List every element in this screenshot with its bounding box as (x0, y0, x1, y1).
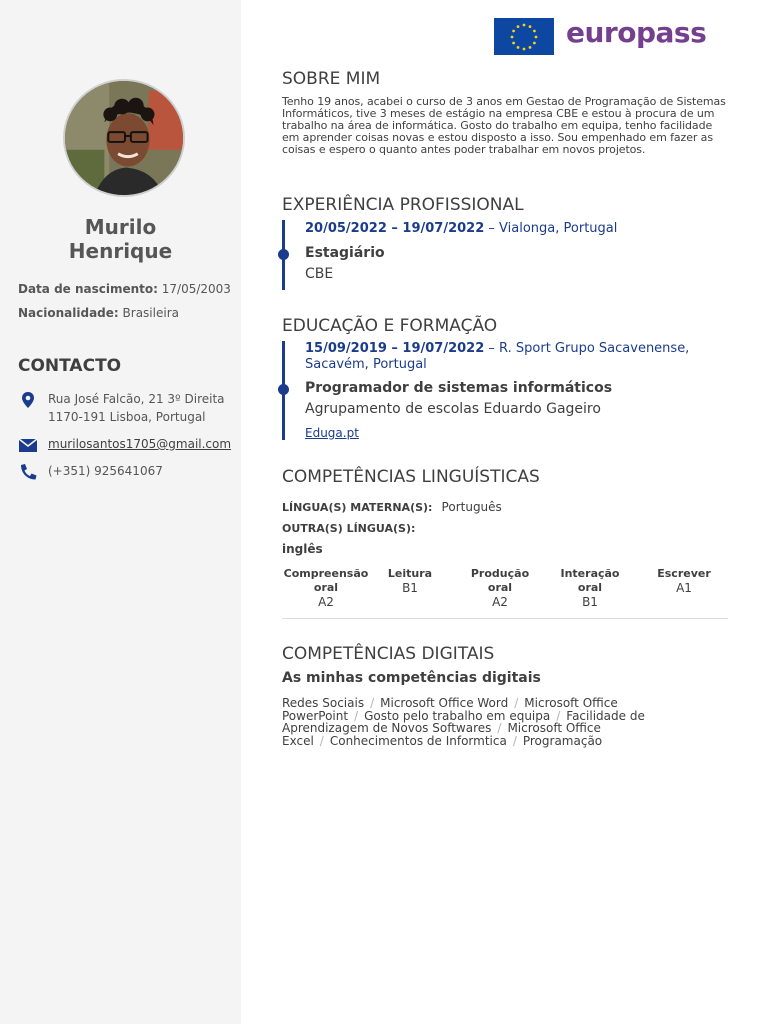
experience-role: Estagiário (305, 245, 385, 261)
other-language-name: inglês (282, 542, 323, 556)
digital-skill-tag: Microsoft Office Word (380, 696, 509, 710)
digital-subtitle: As minhas competências digitais (282, 670, 541, 686)
envelope-icon (18, 436, 38, 454)
profile-name (0, 215, 241, 263)
skill-level: A2 (318, 595, 334, 609)
skill-header: Interação (560, 567, 620, 580)
skill-header-2: oral (487, 581, 513, 594)
email-link[interactable]: murilosantos1705@gmail.com (48, 437, 232, 451)
contact-title: CONTACTO (18, 356, 122, 376)
birth-date-row (18, 281, 233, 297)
address-line-2: 1170-191 Lisboa, Portugal (48, 410, 206, 424)
about-section (282, 69, 728, 156)
experience-entry (305, 221, 725, 283)
profile-photo (63, 79, 185, 197)
education-website-link[interactable]: Eduga.pt (305, 426, 359, 440)
education-entry (305, 341, 725, 441)
experience-title (282, 195, 728, 215)
contact-phone (18, 462, 238, 480)
languages-section (282, 467, 728, 556)
experience-date-row (305, 221, 725, 237)
native-language-row (282, 496, 728, 515)
skill-level: B1 (582, 595, 598, 609)
tag-separator: / (370, 696, 375, 710)
tag-separator: / (319, 733, 324, 748)
contact-email (18, 435, 238, 453)
tag-separator: / (512, 733, 517, 748)
phone-icon (18, 463, 38, 481)
native-language-label: LÍNGUA(S) MATERNA(S): (282, 501, 433, 514)
europass-logo (494, 16, 707, 56)
location-pin-icon (18, 391, 38, 409)
nationality-row (18, 305, 233, 321)
nationality-value: Brasileira (122, 306, 179, 320)
skill-level: A1 (676, 581, 692, 595)
skill-level: A2 (492, 595, 508, 609)
digital-skill-tag: Redes Sociais (282, 696, 365, 710)
skill-header: Escrever (657, 567, 711, 580)
languages-divider (282, 618, 728, 619)
nationality-label: Nacionalidade: (18, 306, 119, 320)
education-title (282, 316, 728, 336)
other-languages-label: OUTRA(S) LÍNGUA(S): (282, 522, 416, 535)
birth-date-label: Data de nascimento: (18, 282, 158, 296)
experience-timeline-dot (278, 249, 289, 260)
education-timeline-dot (278, 384, 289, 395)
skill-header-2: oral (577, 581, 603, 594)
digital-skill-tag: Conhecimentos de Informtica (329, 733, 507, 748)
skill-col-spoken-production (460, 567, 540, 609)
contact-address (18, 390, 238, 426)
profile-first-name: Murilo (84, 215, 157, 239)
digital-skill-tag: Gosto pelo trabalho em equipa (364, 708, 551, 723)
education-dates: 15/09/2019 – 19/07/2022 (305, 341, 485, 356)
profile-last-name: Henrique (68, 239, 173, 263)
digital-skill-tags (282, 697, 728, 747)
digital-section (282, 644, 728, 747)
skill-level: B1 (402, 581, 418, 595)
digital-skill-tag: Microsoft Office Excel (282, 721, 601, 748)
digital-skill-tag: Microsoft Office PowerPoint (282, 696, 618, 723)
experience-org: CBE (305, 266, 334, 282)
education-location: – R. Sport Grupo Sacavenense, Sacavém, Portugal (305, 341, 690, 372)
tag-separator: / (497, 721, 502, 735)
education-org: Agrupamento de escolas Eduardo Gageiro (305, 401, 601, 417)
phone-number: (+351) 925641067 (48, 464, 163, 478)
tag-separator: / (354, 708, 359, 723)
address-line-1: Rua José Falcão, 21 3º Direita (48, 392, 225, 406)
native-language-value: Português (441, 500, 502, 514)
tag-separator: / (514, 696, 519, 710)
education-title-text: EDUCAÇÃO E FORMAÇÃO (282, 316, 498, 336)
education-date-row (305, 341, 725, 373)
languages-title: COMPETÊNCIAS LINGUÍSTICAS (282, 467, 540, 487)
digital-title: COMPETÊNCIAS DIGITAIS (282, 644, 495, 664)
sidebar (0, 0, 241, 1024)
skill-col-writing (644, 567, 724, 595)
brand-name: europass (566, 16, 707, 49)
tag-separator: / (556, 708, 561, 723)
experience-location: – Vialonga, Portugal (488, 221, 618, 236)
eu-flag-icon (494, 18, 554, 55)
digital-skill-tag: Facilidade de Aprendizagem de Novos Softwares (282, 708, 645, 735)
skill-col-spoken-interaction (550, 567, 630, 609)
experience-dates: 20/05/2022 – 19/07/2022 (305, 221, 485, 236)
digital-skill-tag: Programação (522, 733, 603, 748)
skill-header: Leitura (387, 567, 433, 580)
birth-date-value: 17/05/2003 (161, 282, 231, 296)
profile-photo-image (65, 81, 183, 195)
skill-header: Compreensão (283, 567, 369, 580)
about-text: Tenho 19 anos, acabei o curso de 3 anos em Gestao de Programação de Sistemas Informáticos, tive 3 meses de estágio na empresa CBE e estou à procura de um trabalho na área de informática. Gosto do trabalho em equipa, tenho facilidade em aprender coisas novas e estou disposto a isso. Sou empenhado em fazer as coisas e espero o quanto antes poder trabalhar em novos projetos. (282, 95, 726, 156)
about-title: SOBRE MIM (282, 69, 381, 89)
language-skills-table (282, 567, 728, 613)
skill-header: Produção (470, 567, 530, 580)
skill-col-listening (282, 567, 370, 609)
skill-header-2: oral (313, 581, 339, 594)
education-role: Programador de sistemas informáticos (305, 380, 613, 396)
skill-col-reading (380, 567, 440, 595)
experience-title-text: EXPERIÊNCIA PROFISSIONAL (282, 195, 524, 215)
